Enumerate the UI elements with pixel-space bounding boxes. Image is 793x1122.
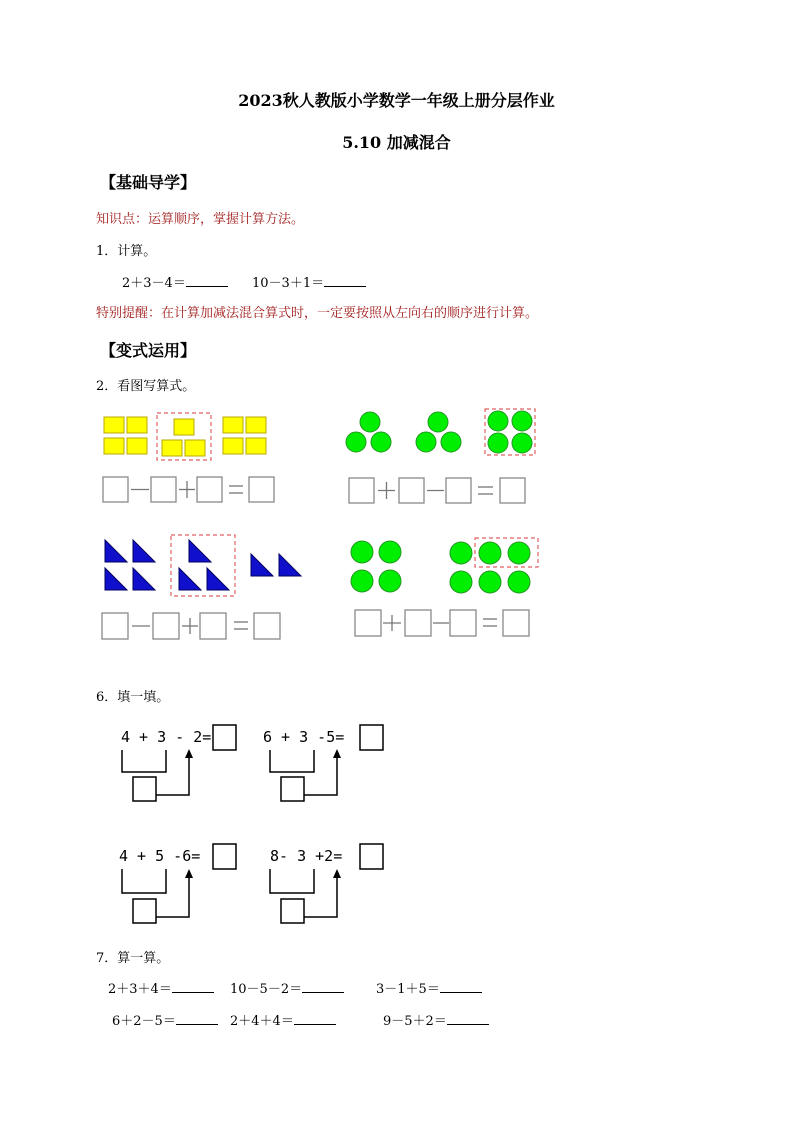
q7-expr: 3－1＋5＝ <box>376 982 440 997</box>
green-circle <box>379 541 401 563</box>
answer-box <box>254 613 280 639</box>
yellow-square <box>223 417 243 433</box>
yellow-square <box>127 417 147 433</box>
answer-blank[interactable] <box>186 286 228 287</box>
answer-blank[interactable] <box>440 992 482 993</box>
blue-triangle <box>133 540 155 562</box>
bracket <box>122 869 166 893</box>
answer-blank[interactable] <box>176 1024 218 1025</box>
answer-blank[interactable] <box>294 1024 336 1025</box>
answer-box <box>133 899 156 923</box>
arrow-head-icon <box>333 869 341 878</box>
answer-box <box>405 610 431 636</box>
answer-box <box>450 610 476 636</box>
answer-box <box>355 610 381 636</box>
answer-box <box>500 478 525 503</box>
arrow-head-icon <box>333 749 341 758</box>
q6-diagram-1 <box>110 722 245 804</box>
answer-box <box>399 478 424 503</box>
green-circle <box>379 570 401 592</box>
q1-item-2 <box>252 272 366 291</box>
answer-blank[interactable] <box>447 1024 489 1025</box>
answer-box <box>102 613 128 639</box>
answer-blank[interactable] <box>302 992 344 993</box>
arrow-head-icon <box>185 749 193 758</box>
green-circle <box>351 541 373 563</box>
arrow-line <box>304 874 337 917</box>
answer-box <box>349 478 374 503</box>
answer-box <box>213 844 236 869</box>
answer-blank[interactable] <box>172 992 214 993</box>
q6-expr-2: 6 + 3 -5= <box>263 728 345 746</box>
section-heading-variation: 【变式运用】 <box>100 341 197 360</box>
figure-green-circles-1 <box>338 405 548 510</box>
blue-triangle <box>179 568 201 590</box>
q6-expr-3: 4 + 5 -6= <box>119 847 201 865</box>
green-circle <box>508 571 530 593</box>
answer-box <box>153 613 179 639</box>
q7-expr: 6＋2－5＝ <box>112 1014 176 1029</box>
q7-expr: 9－5＋2＝ <box>383 1014 447 1029</box>
section-heading-basic: 【基础导学】 <box>100 173 197 192</box>
arrow-line <box>156 754 189 795</box>
answer-box <box>281 899 304 923</box>
question-2-label: 2．看图写算式。 <box>96 379 196 394</box>
q6-diagram-2 <box>258 722 393 804</box>
green-circle <box>346 432 366 452</box>
q7-item-2 <box>230 978 344 997</box>
green-circle <box>479 542 501 564</box>
answer-box <box>249 477 274 502</box>
q7-item-4 <box>112 1010 218 1029</box>
q6-expr-1: 4 + 3 - 2= <box>121 728 212 746</box>
arrow-line <box>304 754 337 795</box>
answer-box <box>151 477 176 502</box>
green-circle <box>371 432 391 452</box>
green-circle <box>428 412 448 432</box>
bracket <box>122 750 166 772</box>
question-1-label: 1．计算。 <box>96 244 157 259</box>
arrow-head-icon <box>185 869 193 878</box>
q6-diagram-3 <box>110 841 245 927</box>
bracket <box>270 869 314 893</box>
q7-expr: 10－5－2＝ <box>230 982 303 997</box>
blue-triangle <box>105 540 127 562</box>
yellow-square <box>246 438 266 454</box>
answer-box <box>103 477 128 502</box>
q1-expr-2: 10－3＋1＝ <box>252 276 325 291</box>
page-title: 2023秋人教版小学数学一年级上册分层作业 <box>238 91 555 110</box>
answer-blank[interactable] <box>324 286 366 287</box>
blue-triangle <box>207 568 229 590</box>
green-circle <box>508 542 530 564</box>
yellow-square <box>246 417 266 433</box>
blue-triangle <box>105 568 127 590</box>
green-circle <box>479 571 501 593</box>
q7-expr: 2＋3＋4＝ <box>108 982 172 997</box>
blue-triangle <box>279 554 301 576</box>
answer-box <box>133 777 156 801</box>
q1-expr-1: 2＋3－4＝ <box>122 276 186 291</box>
special-tip: 特别提醒：在计算加减法混合算式时，一定要按照从左向右的顺序进行计算。 <box>96 306 539 321</box>
q7-item-6 <box>383 1010 489 1029</box>
yellow-square <box>104 438 124 454</box>
q7-expr: 2＋4＋4＝ <box>230 1014 294 1029</box>
answer-box <box>281 777 304 801</box>
green-circle <box>512 433 532 453</box>
answer-box <box>503 610 529 636</box>
green-circle <box>512 411 532 431</box>
figure-yellow-squares <box>95 405 295 510</box>
yellow-square <box>223 438 243 454</box>
bracket <box>270 750 314 772</box>
q7-item-5 <box>230 1010 336 1029</box>
answer-box <box>360 725 383 750</box>
q1-item-1 <box>122 272 228 291</box>
yellow-square <box>162 440 182 456</box>
answer-box <box>213 725 236 750</box>
green-circle <box>351 570 373 592</box>
green-circle <box>416 432 436 452</box>
q7-item-1 <box>108 978 214 997</box>
green-circle <box>450 571 472 593</box>
question-6-label: 6．填一填。 <box>96 690 170 705</box>
green-circle <box>450 542 472 564</box>
blue-triangle <box>189 540 211 562</box>
knowledge-point: 知识点：运算顺序，掌握计算方法。 <box>96 212 305 227</box>
yellow-square <box>174 419 194 435</box>
blue-triangle <box>251 554 273 576</box>
answer-box <box>446 478 471 503</box>
yellow-square <box>104 417 124 433</box>
yellow-square <box>127 438 147 454</box>
answer-box <box>200 613 226 639</box>
q7-item-3 <box>376 978 482 997</box>
yellow-square <box>185 440 205 456</box>
answer-box <box>197 477 222 502</box>
answer-box <box>360 844 383 869</box>
q6-expr-4: 8- 3 +2= <box>270 847 343 865</box>
question-7-label: 7．算一算。 <box>96 951 170 966</box>
green-circle <box>488 433 508 453</box>
green-circle <box>488 411 508 431</box>
figure-blue-triangles <box>95 530 310 645</box>
q6-diagram-4 <box>258 841 393 927</box>
figure-green-circles-2 <box>340 530 550 645</box>
page-subtitle: 5.10 加减混合 <box>342 133 451 152</box>
green-circle <box>441 432 461 452</box>
green-circle <box>360 412 380 432</box>
blue-triangle <box>133 568 155 590</box>
arrow-line <box>156 874 189 917</box>
